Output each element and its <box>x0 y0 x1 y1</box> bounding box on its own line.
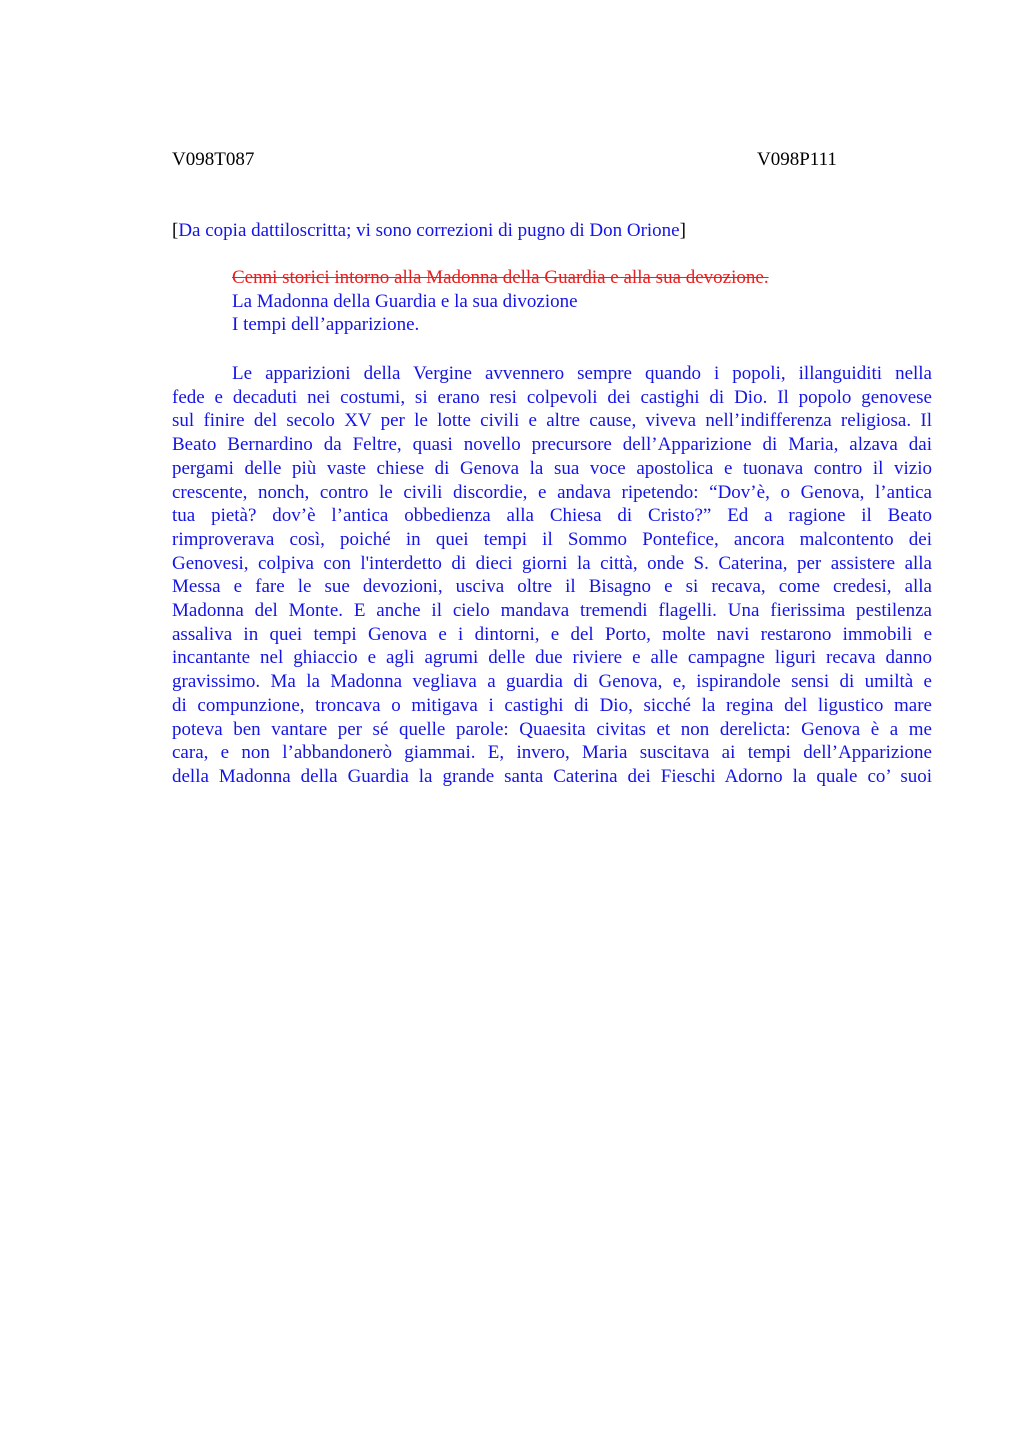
body-line: incantante nel ghiaccio e agli agrumi delle due riviere e alle campagne liguri recava danno <box>172 647 932 669</box>
body-line: cara, e non l’abbandonerò giammai. E, invero, Maria suscitava ai tempi dell’Apparizione <box>172 742 932 764</box>
body-line: Genovesi, colpiva con l'interdetto di dieci giorni la città, onde S. Caterina, per assistere alla <box>172 552 932 574</box>
body-paragraph <box>172 362 932 789</box>
note-text: Da copia dattiloscritta; vi sono correzioni di pugno di Don Orione <box>178 220 680 241</box>
body-line: rimproverava così, poiché in quei tempi il Sommo Pontefice, ancora malcontento dei <box>172 528 932 550</box>
body-line: Beato Bernardino da Feltre, quasi novello precursore dell’Apparizione di Maria, alzava dai <box>172 434 932 456</box>
body-line: tua pietà? dov’è l’antica obbedienza alla Chiesa di Cristo?” Ed a ragione il Beato <box>172 505 932 527</box>
section-subtitle: I tempi dell’apparizione. <box>232 314 420 336</box>
document-code-right: V098P111 <box>757 149 837 170</box>
body-line: poteva ben vantare per sé quelle parole: Quaesita civitas et non derelicta: Genova è a me <box>172 718 932 740</box>
body-line: fede e decaduti nei costumi, si erano resi colpevoli dei castighi di Dio. Il popolo genovese <box>172 386 932 408</box>
title-block <box>232 266 769 337</box>
note-close-bracket: ] <box>679 220 686 241</box>
body-line: di compunzione, troncava o mitigava i castighi di Dio, sicché la regina del ligustico mare <box>172 694 932 716</box>
body-line: sul finire del secolo XV per le lotte civili e altre cause, viveva nell’indifferenza religiosa. Il <box>172 410 932 432</box>
body-line: della Madonna della Guardia la grande santa Caterina dei Fieschi Adorno la quale co’ suoi <box>172 765 932 787</box>
struck-title: Cenni storici intorno alla Madonna della Guardia e alla sua devozione. <box>232 267 769 288</box>
document-title: La Madonna della Guardia e la sua divozione <box>232 290 578 312</box>
body-line: assaliva in quei tempi Genova e i dintorni, e del Porto, molte navi restarono immobili e <box>172 623 932 645</box>
source-note <box>172 219 686 243</box>
body-line: pergami delle più vaste chiese di Genova la sua voce apostolica e tuonava contro il vizio <box>172 457 932 479</box>
body-line: Madonna del Monte. E anche il cielo mandava tremendi flagelli. Una fierissima pestilenza <box>172 600 932 622</box>
body-line: gravissimo. Ma la Madonna vegliava a guardia di Genova, e, ispirandole sensi di umiltà e <box>172 671 932 693</box>
body-line: Le apparizioni della Vergine avvennero sempre quando i popoli, illanguiditi nella <box>232 363 932 384</box>
body-line: crescente, nonch, contro le civili discordie, e andava ripetendo: “Dov’è, o Genova, l’antica <box>172 481 932 503</box>
document-code-left: V098T087 <box>172 149 255 170</box>
note-open-bracket: [ <box>172 220 179 241</box>
body-line: Messa e fare le sue devozioni, usciva oltre il Bisagno e si recava, come credesi, alla <box>172 576 932 598</box>
